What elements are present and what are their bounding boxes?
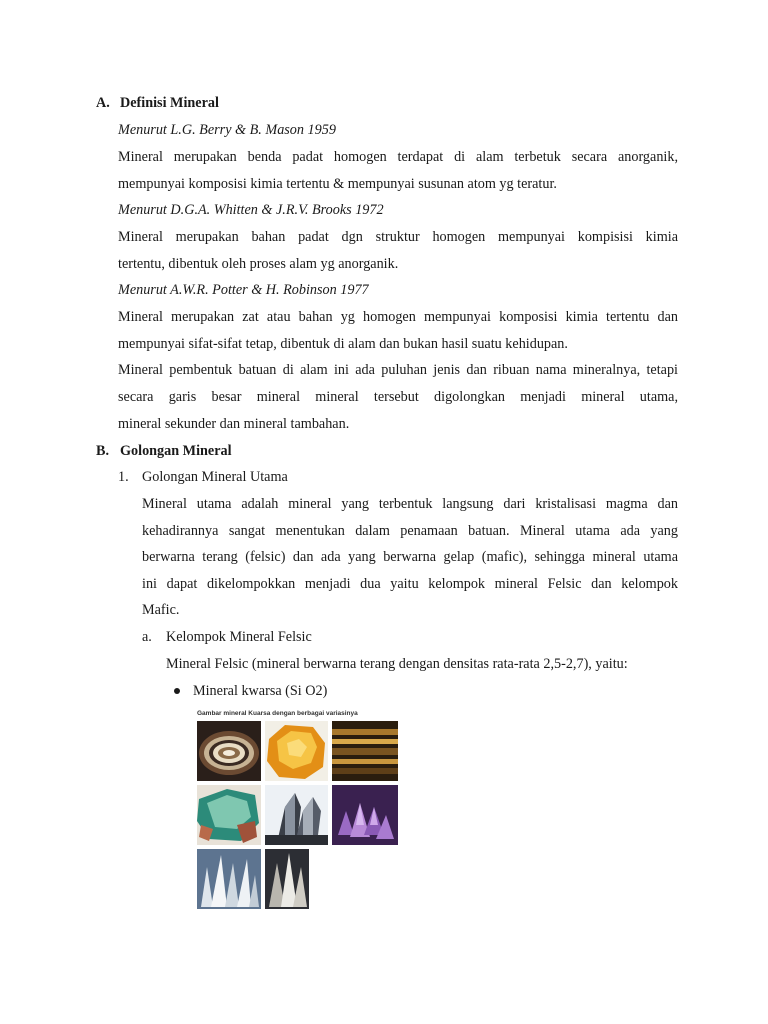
section-b-title: Golongan Mineral [120,443,232,459]
item1-line1: Mineral utama adalah mineral yang terbentuk langsung dari kristalisasi magma dan [142,496,678,512]
def3-author: Menurut A.W.R. Potter & H. Robinson 1977 [118,282,369,298]
agate-photo [197,721,261,781]
yellow-quartz-photo [265,721,328,781]
para-line1: Mineral pembentuk batuan di alam ini ada puluhan jenis dan ribuan nama mineralnya, tetapi [118,362,678,378]
def1-line2: mempunyai komposisi kimia tertentu & mempunyai susunan atom yg teratur. [118,176,557,192]
def2-line2: tertentu, dibentuk oleh proses alam yg anorganik. [118,256,399,272]
smoky-quartz-photo [265,785,328,845]
def3-line1: Mineral merupakan zat atau bahan yg homogen mempunyai komposisi kimia tertentu dan [118,309,678,325]
section-a-title: Definisi Mineral [120,95,219,111]
para-line2: secara garis besar mineral mineral tersebut digolongkan menjadi mineral utama, [118,389,678,405]
section-a-marker: A. [96,95,110,111]
item1-line2: kehadirannya sangat menentukan dalam penamaan batuan. Mineral utama ada yang [142,523,678,539]
sub-a-marker: a. [142,629,152,645]
item1-marker: 1. [118,469,129,485]
quartz-figure [195,710,400,910]
sub-a-description: Mineral Felsic (mineral berwarna terang dengan densitas rata-rata 2,5-2,7), yaitu: [166,656,628,672]
figure-caption: Gambar mineral Kuarsa dengan berbagai variasinya [197,710,358,717]
item1-title: Golongan Mineral Utama [142,469,288,485]
item1-line5: Mafic. [142,602,180,618]
bullet-quartz: Mineral kwarsa (Si O2) [193,683,328,699]
def2-author: Menurut D.G.A. Whitten & J.R.V. Brooks 1972 [118,202,384,218]
def3-line2: mempunyai sifat-sifat tetap, dibentuk di alam dan bukan hasil suatu kehidupan. [118,336,568,352]
item1-line4: ini dapat dikelompokkan menjadi dua yaitu kelompok mineral Felsic dan kelompok [142,576,678,592]
def1-author: Menurut L.G. Berry & B. Mason 1959 [118,122,336,138]
para-line3: mineral sekunder dan mineral tambahan. [118,416,350,432]
amethyst-photo [332,785,398,845]
def1-line1: Mineral merupakan benda padat homogen terdapat di alam terbetuk secara anorganik, [118,149,678,165]
bullet-dot-icon [174,688,180,694]
clear-quartz-cluster-photo [197,849,261,909]
item1-line3: berwarna terang (felsic) dan ada yang berwarna gelap (mafic), sehingga mineral utama [142,549,678,565]
def2-line1: Mineral merupakan bahan padat dgn struktur homogen mempunyai kompisisi kimia [118,229,678,245]
chrysoprase-photo [197,785,261,845]
tigers-eye-photo [332,721,398,781]
sub-a-title: Kelompok Mineral Felsic [166,629,312,645]
section-b-marker: B. [96,443,110,459]
milky-quartz-photo [265,849,309,909]
